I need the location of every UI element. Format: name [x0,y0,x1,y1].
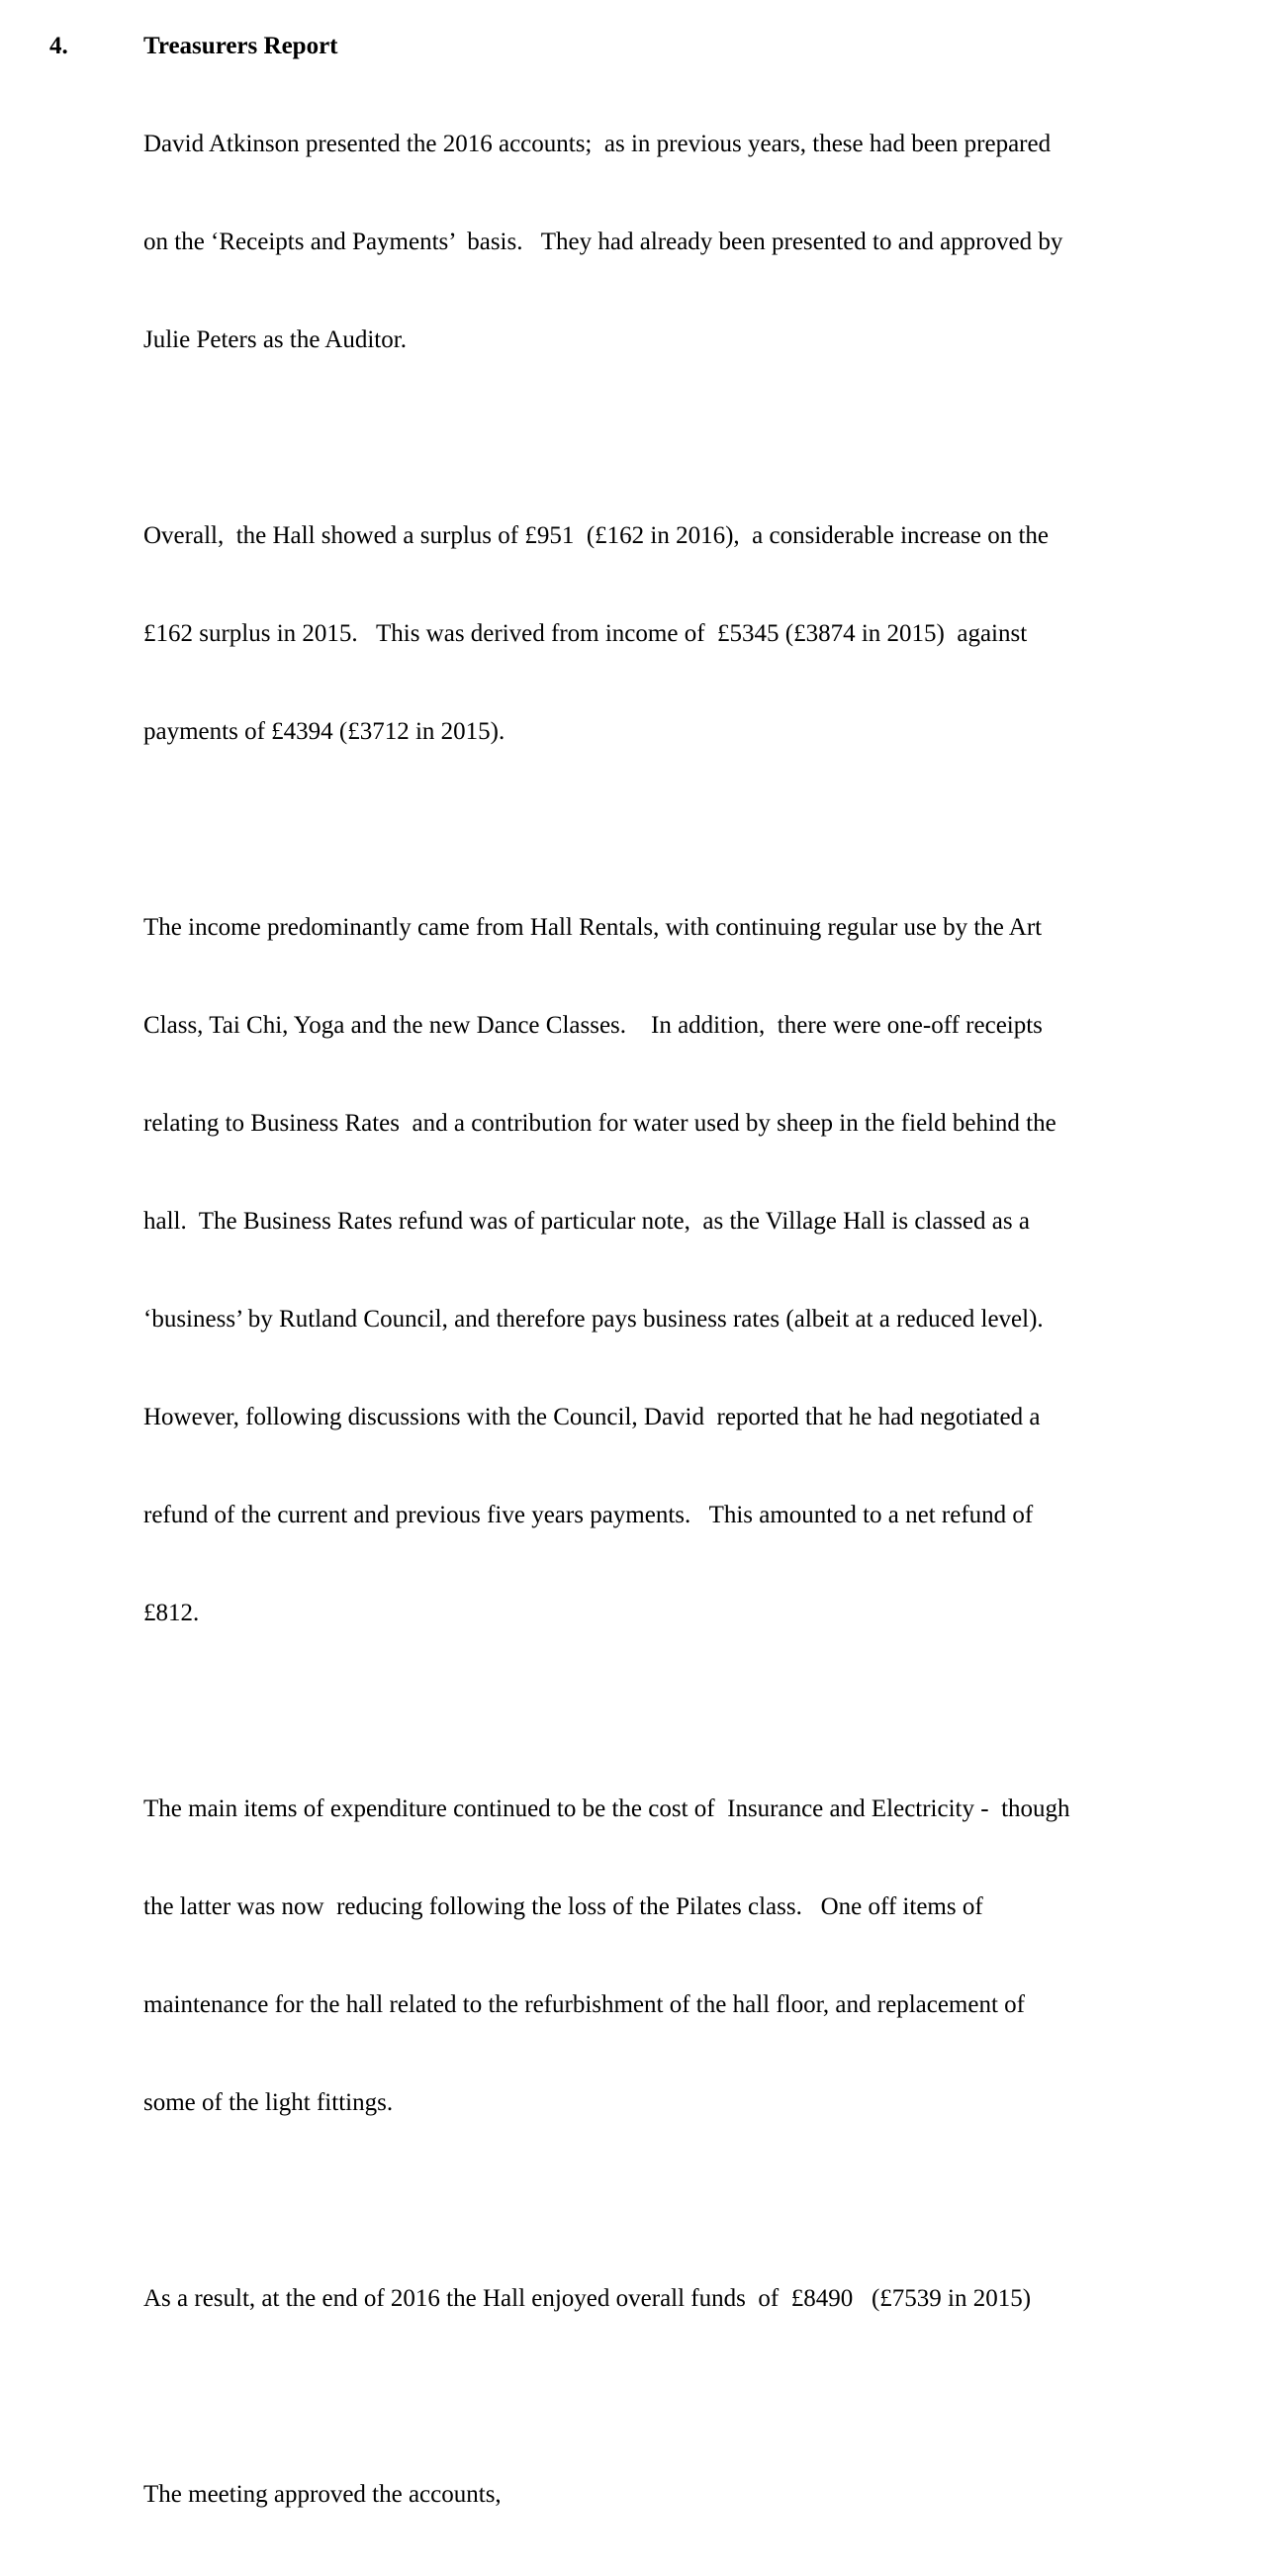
section-number: 4. [49,33,68,59]
text-line: As a result, at the end of 2016 the Hall enjoyed overall funds of £8490 (£7539 in 2015) [143,2285,1032,2312]
text-line: Class, Tai Chi, Yoga and the new Dance Classes. In addition, there were one-off receipts [143,1012,1043,1039]
paragraph-expenditure [143,1727,1251,2184]
paragraph-funds [143,2217,1251,2380]
text-line: ‘business’ by Rutland Council, and therefore pays business rates (albeit at a reduced level). [143,1306,1044,1333]
paragraph-approval [143,2413,1251,2576]
paragraph-surplus [143,454,1251,813]
text-line: Julie Peters as the Auditor. [143,326,407,353]
section-title: Treasurers Report [143,33,338,59]
text-line: refund of the current and previous five years payments. This amounted to a net refund of [143,1502,1034,1528]
text-line: maintenance for the hall related to the refurbishment of the hall floor, and replacement of [143,1991,1025,2018]
text-line: David Atkinson presented the 2016 accounts; as in previous years, these had been prepared [143,131,1052,157]
text-line: The main items of expenditure continued to be the cost of Insurance and Electricity - though [143,1795,1070,1822]
text-line: However, following discussions with the Council, David reported that he had negotiated a [143,1404,1041,1430]
text-line: £812. [143,1600,200,1626]
text-line: relating to Business Rates and a contribution for water used by sheep in the field behind the [143,1110,1056,1137]
text-line: some of the light fittings. [143,2089,394,2116]
paragraph-accounts-presented [143,62,1251,421]
text-line: £162 surplus in 2015. This was derived from income of £5345 (£3874 in 2015) against [143,620,1028,647]
text-line: The meeting approved the accounts, [143,2481,502,2508]
section-content [143,30,1251,2576]
text-line: hall. The Business Rates refund was of particular note, as the Village Hall is classed as a [143,1208,1030,1235]
text-line: the latter was now reducing following the loss of the Pilates class. One off items of [143,1893,983,1920]
text-line: Overall, the Hall showed a surplus of £951 (£162 in 2016), a considerable increase on the [143,522,1050,549]
text-line: payments of £4394 (£3712 in 2015). [143,718,505,745]
text-line: on the ‘Receipts and Payments’ basis. They had already been presented to and approved by [143,229,1063,255]
paragraph-income [143,846,1251,1695]
text-line: The income predominantly came from Hall Rentals, with continuing regular use by the Art [143,914,1043,941]
